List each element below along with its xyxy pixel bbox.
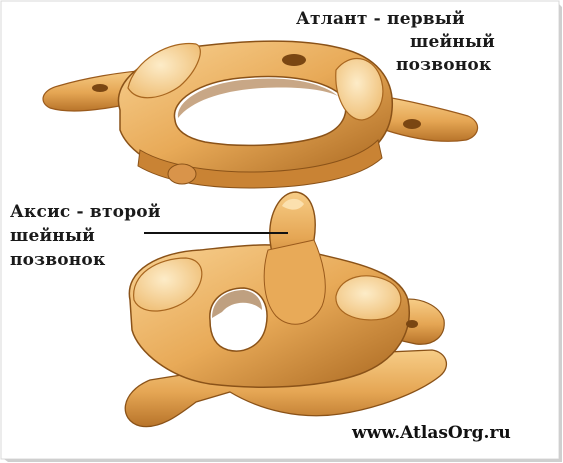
axis-dens-base: [264, 240, 325, 324]
atlas-label-line2: шейный: [410, 31, 495, 52]
atlas-anterior-tubercle: [168, 164, 196, 184]
smudge: [372, 206, 542, 232]
atlas-label: [296, 8, 526, 77]
axis-label-line2: шейный: [10, 225, 95, 246]
atlas-label-line3: позвонок: [396, 54, 492, 75]
axis-label: [10, 201, 180, 272]
axis-label-line1: Аксис - второй: [10, 202, 161, 222]
atlas-label-line1: Атлант - первый: [296, 9, 465, 29]
watermark-url: www.AtlasOrg.ru: [352, 423, 511, 443]
axis-transverse-foramen: [406, 320, 418, 328]
axis-right-facet: [336, 276, 401, 320]
atlas-left-transverse-foramen: [92, 84, 108, 92]
atlas-right-transverse-foramen: [403, 119, 421, 129]
axis-label-line3: позвонок: [10, 249, 106, 270]
